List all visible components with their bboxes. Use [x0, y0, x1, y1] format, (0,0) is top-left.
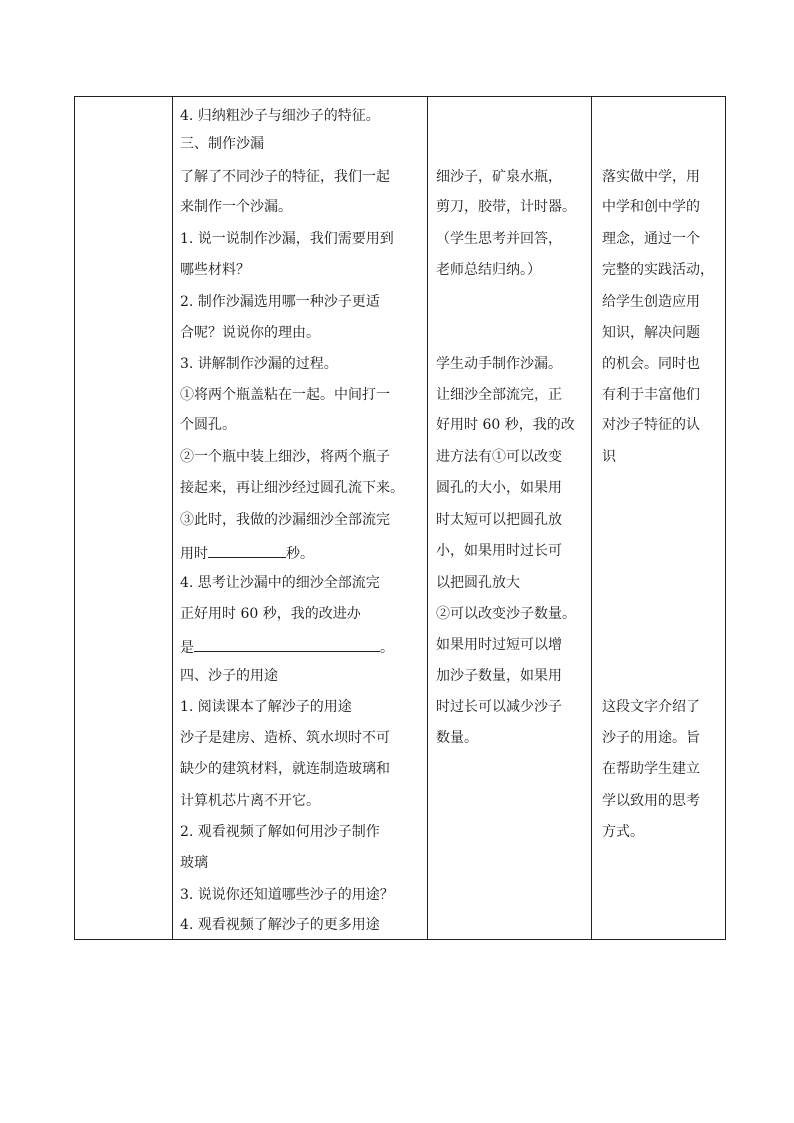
student-line: ②可以改变沙子数量。 — [436, 606, 576, 622]
student-line: 学生动手制作沙漏。 — [436, 356, 562, 372]
section-heading: 三、制作沙漏 — [180, 136, 264, 152]
intent-line: 落实做中学，用 — [602, 169, 700, 185]
student-line: 时太短可以把圆孔放 — [436, 512, 562, 528]
activity-line: 缺少的建筑材料，就连制造玻璃和 — [180, 761, 390, 777]
blank-prefix: 是 — [180, 640, 194, 656]
blank-suffix: 。 — [380, 640, 394, 656]
table-row — [75, 97, 726, 940]
activity-line: 1. 说一说制作沙漏，我们需要用到 — [180, 231, 394, 247]
activity-line: 4. 思考让沙漏中的细沙全部流完 — [180, 575, 380, 591]
activity-line: 计算机芯片离不开它。 — [180, 793, 320, 809]
activity-line: 3. 讲解制作沙漏的过程。 — [180, 356, 338, 372]
student-line: 好用时 60 秒，我的改 — [436, 417, 575, 433]
activity-line: 2. 观看视频了解如何用沙子制作 — [180, 824, 380, 840]
activity-line: 来制作一个沙漏。 — [180, 199, 292, 215]
activity-line: 沙子是建房、造桥、筑水坝时不可 — [180, 730, 390, 746]
activity-line: ②一个瓶中装上细沙，将两个瓶子 — [180, 449, 390, 465]
answer-blank — [194, 636, 380, 652]
activity-line: 4. 观看视频了解沙子的更多用途 — [180, 917, 380, 933]
intent-line: 给学生创造应用 — [602, 294, 700, 310]
activity-line: 2. 制作沙漏选用哪一种沙子更适 — [180, 294, 380, 310]
intent-line: 的机会。同时也 — [602, 356, 700, 372]
fill-blank-line — [180, 636, 394, 657]
activity-line: 哪些材料？ — [180, 262, 250, 278]
section-column-cell — [75, 97, 173, 940]
student-line: 时过长可以减少沙子 — [436, 699, 562, 715]
answer-blank — [208, 542, 286, 558]
student-line: 圆孔的大小，如果用 — [436, 480, 562, 496]
activity-line: 3. 说说你还知道哪些沙子的用途？ — [180, 887, 394, 903]
section-heading: 四、沙子的用途 — [180, 668, 278, 684]
intent-line: 中学和创中学的 — [602, 199, 700, 215]
intent-line: 有利于丰富他们 — [602, 387, 700, 403]
intent-line: 对沙子特征的认 — [602, 417, 700, 433]
student-line: 如果用时过短可以增 — [436, 637, 562, 653]
activity-line: 正好用时 60 秒，我的改进办 — [180, 606, 361, 622]
intent-line: 在帮助学生建立 — [602, 761, 700, 777]
intent-line: 理念，通过一个 — [602, 231, 700, 247]
student-line: 剪刀，胶带，计时器。 — [436, 199, 576, 215]
design-intent-cell — [592, 97, 726, 940]
student-line: 进方法有①可以改变 — [436, 449, 562, 465]
student-line: 老师总结归纳。） — [436, 262, 541, 278]
intent-line: 知识，解决问题 — [602, 325, 700, 341]
activity-line: ③此时，我做的沙漏细沙全部流完 — [180, 512, 390, 528]
activity-line: 接起来，再让细沙经过圆孔流下来。 — [180, 480, 404, 496]
student-activity-cell — [428, 97, 592, 940]
lesson-plan-table — [74, 96, 726, 940]
activity-line: ①将两个瓶盖粘在一起。中间打一 — [180, 387, 390, 403]
student-line: 让细沙全部流完，正 — [436, 387, 562, 403]
blank-prefix: 用时 — [180, 546, 208, 562]
student-line: （学生思考并回答， — [436, 231, 562, 247]
intent-line: 沙子的用途。旨 — [602, 730, 700, 746]
teaching-activity-cell — [173, 97, 428, 940]
student-line: 加沙子数量，如果用 — [436, 668, 562, 684]
activity-line: 玻璃 — [180, 855, 208, 871]
student-line: 细沙子，矿泉水瓶， — [436, 169, 562, 185]
fill-blank-line — [180, 542, 314, 563]
student-line: 以把圆孔放大 — [436, 575, 520, 591]
intent-line: 完整的实践活动， — [602, 262, 714, 278]
intent-line: 识 — [602, 449, 616, 465]
activity-line: 个圆孔。 — [180, 417, 236, 433]
activity-line: 1. 阅读课本了解沙子的用途 — [180, 699, 352, 715]
activity-line: 了解了不同沙子的特征，我们一起 — [180, 169, 390, 185]
activity-line: 合呢？说说你的理由。 — [180, 325, 320, 341]
intent-line: 这段文字介绍了 — [602, 699, 700, 715]
student-line: 数量。 — [436, 730, 478, 746]
activity-line: 4. 归纳粗沙子与细沙子的特征。 — [180, 108, 380, 124]
student-line: 小，如果用时过长可 — [436, 543, 562, 559]
intent-line: 方式。 — [602, 824, 644, 840]
intent-line: 学以致用的思考 — [602, 793, 700, 809]
blank-suffix: 秒。 — [286, 546, 314, 562]
